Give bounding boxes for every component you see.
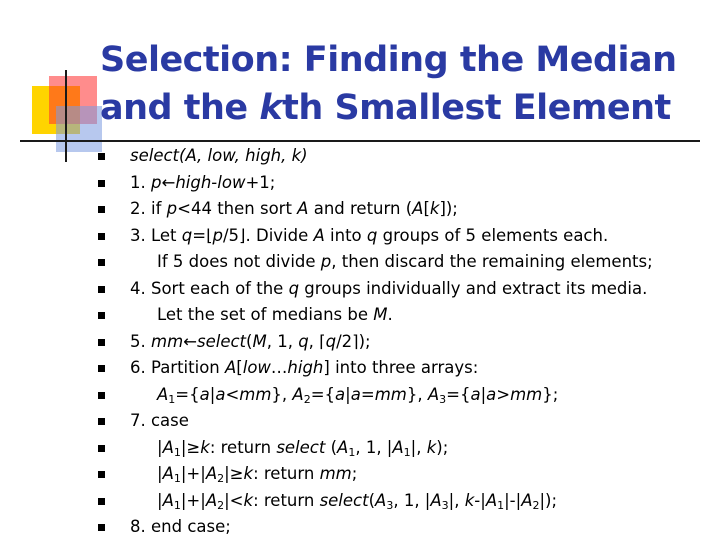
bullet-line-3: 2. if p<44 then sort A and return (A[k]); <box>0 196 720 223</box>
bullet-line-1: select(A, low, high, k) <box>0 143 720 170</box>
bullet-line-13: $|A_1|+|A_2|\ge k$: return mm; <box>0 461 720 488</box>
title-line-2-post: th Smallest Element <box>282 88 671 128</box>
slide-title <box>100 36 710 132</box>
square-bullet-icon <box>98 418 105 425</box>
square-bullet-icon <box>98 524 105 531</box>
bullet-line-2: 1. p←high-low+1; <box>0 170 720 197</box>
bullet-line-15: 8. end case; <box>0 514 720 541</box>
square-bullet-icon <box>98 365 105 372</box>
square-bullet-icon <box>98 312 105 319</box>
bullet-line-6: 4. Sort each of the q groups individually and extract its media. <box>0 276 720 303</box>
title-line-1: Selection: Finding the Median <box>100 40 677 80</box>
bullet-line-10: $A_1=\{a|a<mm\}$, $A_2=\{a|a=mm\}$, $A_3=\{a|a>mm\}$; <box>0 382 720 409</box>
square-bullet-icon <box>98 206 105 213</box>
decor-horizontal-rule <box>20 140 700 142</box>
square-bullet-icon <box>98 445 105 452</box>
bullet-line-8: 5. mm←select(M, 1, q, ⌈q/2⌉); <box>0 329 720 356</box>
bullet-line-7: Let the set of medians be M. <box>0 302 720 329</box>
bullet-line-9: 6. Partition A[low…high] into three arrays: <box>0 355 720 382</box>
bullet-line-12: $|A_1|\ge k$: return select ($A_1$, 1, $|A_1|$, k); <box>0 435 720 462</box>
bullet-line-5: If 5 does not divide p, then discard the remaining elements; <box>0 249 720 276</box>
bullet-line-4: 3. Let q=⌊p/5⌋. Divide A into q groups of 5 elements each. <box>0 223 720 250</box>
bullet-line-11: 7. case <box>0 408 720 435</box>
square-bullet-icon <box>98 153 105 160</box>
square-bullet-icon <box>98 259 105 266</box>
title-line-2-pre: and the <box>100 88 260 128</box>
square-bullet-icon <box>98 392 105 399</box>
square-bullet-icon <box>98 498 105 505</box>
bullet-line-14: $|A_1|+|A_2|<k$: return $select(A_3$, 1, $|A_3|$, $k-|A_1|-|A_2|$); <box>0 488 720 515</box>
square-bullet-icon <box>98 339 105 346</box>
algorithm-bullet-list <box>0 143 720 541</box>
square-bullet-icon <box>98 471 105 478</box>
title-line-2-k: k <box>259 88 283 128</box>
square-bullet-icon <box>98 233 105 240</box>
square-bullet-icon <box>98 286 105 293</box>
square-bullet-icon <box>98 180 105 187</box>
